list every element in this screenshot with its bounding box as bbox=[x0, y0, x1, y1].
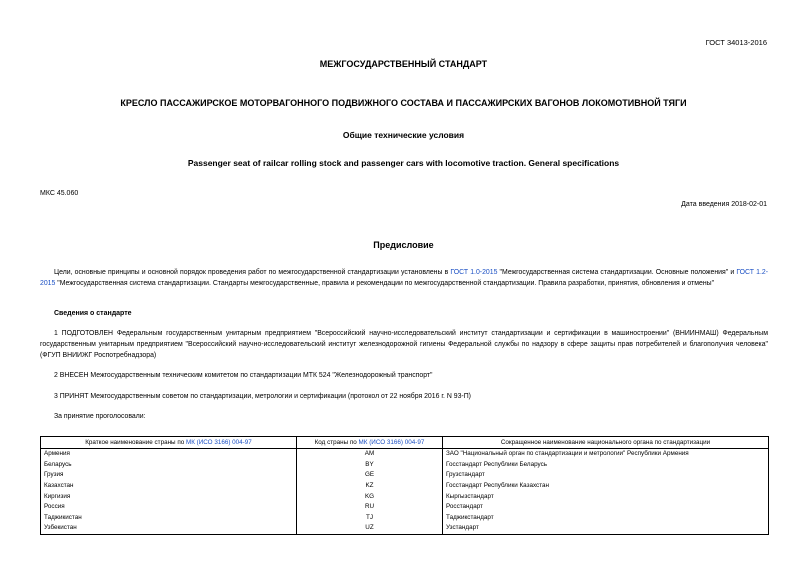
doc-title: КРЕСЛО ПАССАЖИРСКОЕ МОТОРВАГОННОГО ПОДВИЖНОГО СОСТАВА И ПАССАЖИРСКИХ ВАГОНОВ ЛОКОМОТИВНОЙ ТЯГИ bbox=[120, 98, 687, 108]
preface-title: Предисловие bbox=[373, 240, 434, 250]
doc-title-english: Passenger seat of railcar rolling stock and passenger cars with locomotive traction. General specifications bbox=[187, 158, 620, 168]
table-header-row bbox=[41, 437, 769, 449]
code-cell: BY bbox=[297, 460, 443, 471]
preface-paragraph bbox=[40, 267, 768, 289]
doc-code: ГОСТ 34013-2016 bbox=[705, 38, 767, 47]
body-cell: Кыргызстандарт bbox=[443, 491, 769, 502]
gost-1-0-link[interactable]: ГОСТ 1.0-2015 bbox=[450, 269, 498, 276]
country-cell: Армения bbox=[41, 449, 297, 460]
country-cell: Беларусь bbox=[41, 460, 297, 471]
table-row bbox=[41, 449, 769, 460]
mks-code: МКС 45.060 bbox=[40, 190, 79, 197]
col-header-country: Краткое наименование страны по МК (ИСО 3166) 004-97 bbox=[41, 437, 297, 449]
table-row bbox=[41, 470, 769, 481]
body-cell: Узстандарт bbox=[443, 523, 769, 534]
country-cell: Грузия bbox=[41, 470, 297, 481]
item-2-submitted: 2 ВНЕСЕН Межгосударственным техническим комитетом по стандартизации МТК 524 "Железнодорожный транспорт" bbox=[54, 372, 433, 379]
country-cell: Россия bbox=[41, 502, 297, 513]
preface-text: Цели, основные принципы и основной порядок проведения работ по межгосударственной стандартизации установлены в bbox=[54, 269, 451, 276]
code-cell: RU bbox=[297, 502, 443, 513]
code-cell: AM bbox=[297, 449, 443, 460]
country-cell: Таджикистан bbox=[41, 513, 297, 524]
body-cell: Госстандарт Республики Беларусь bbox=[443, 460, 769, 471]
item-3-adopted: 3 ПРИНЯТ Межгосударственным советом по стандартизации, метрологии и сертификации (протокол от 22 ноября 2016 г. N 93-П) bbox=[54, 393, 471, 400]
mk-iso-link[interactable]: МК (ИСО 3166) 004-97 bbox=[358, 439, 425, 446]
preface-text: "Межгосударственная система стандартизации. Основные положения" и bbox=[497, 269, 737, 276]
table-row bbox=[41, 502, 769, 513]
code-cell: UZ bbox=[297, 523, 443, 534]
body-cell: Таджикстандарт bbox=[443, 513, 769, 524]
preface-text: "Межгосударственная система стандартизации. Стандарты межгосударственные, правила и рекомендации по межгосударственной стандартизации. Правила разработки, принятия, обновления и отмены" bbox=[55, 280, 715, 287]
code-cell: KG bbox=[297, 491, 443, 502]
col-header-code: Код страны по МК (ИСО 3166) 004-97 bbox=[297, 437, 443, 449]
code-cell: GE bbox=[297, 470, 443, 481]
country-cell: Казахстан bbox=[41, 481, 297, 492]
info-title: Сведения о стандарте bbox=[54, 310, 132, 317]
body-cell: Росстандарт bbox=[443, 502, 769, 513]
table-row bbox=[41, 513, 769, 524]
gost-1-2-link[interactable]: ГОСТ 1.2-2015 bbox=[40, 269, 769, 287]
item-1-prepared: 1 ПОДГОТОВЛЕН Федеральным государственным унитарным предприятием "Всероссийский научно-исследовательский институт стандартизации и сертификации в машиностроении" (ВНИИНМАШ) Федеральным государственным унитарным предприятием "Всероссийский научно-исследовательский институт железнодорожной гигиены Федеральной службы по надзору в сфере защиты прав потребителей и благополучия человека" (ФГУП ВНИИЖГ Роспотребнадзора) bbox=[40, 330, 768, 359]
body-cell: Грузстандарт bbox=[443, 470, 769, 481]
doc-header: МЕЖГОСУДАРСТВЕННЫЙ СТАНДАРТ bbox=[319, 59, 488, 69]
voted-label: За принятие проголосовали: bbox=[54, 413, 146, 420]
country-cell: Узбекистан bbox=[41, 523, 297, 534]
table-row bbox=[41, 481, 769, 492]
doc-subtitle: Общие технические условия bbox=[342, 130, 465, 140]
body-cell: ЗАО "Национальный орган по стандартизации и метрологии" Республики Армения bbox=[443, 449, 769, 460]
code-cell: TJ bbox=[297, 513, 443, 524]
code-cell: KZ bbox=[297, 481, 443, 492]
body-cell: Госстандарт Республики Казахстан bbox=[443, 481, 769, 492]
country-cell: Киргизия bbox=[41, 491, 297, 502]
table-row bbox=[41, 523, 769, 534]
intro-date: Дата введения 2018-02-01 bbox=[681, 201, 767, 208]
voting-table bbox=[40, 436, 769, 535]
col-header-body: Сокращенное наименование национального органа по стандартизации bbox=[443, 437, 769, 449]
table-row bbox=[41, 491, 769, 502]
table-row bbox=[41, 460, 769, 471]
mk-iso-link[interactable]: МК (ИСО 3166) 004-97 bbox=[185, 439, 252, 446]
